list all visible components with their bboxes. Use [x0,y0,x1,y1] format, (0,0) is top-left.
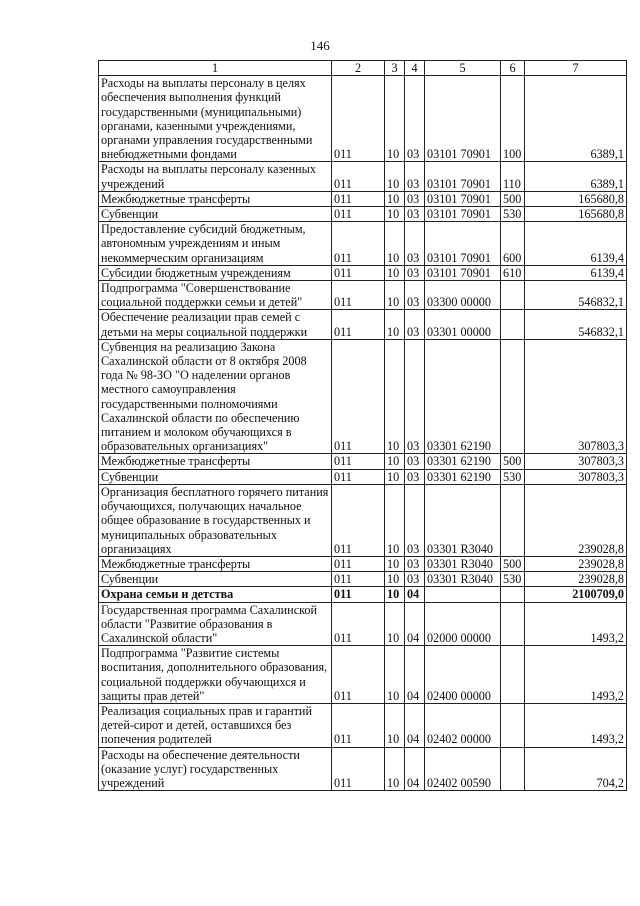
section-cell: 10 [385,310,405,339]
amount-cell: 307803,3 [525,469,627,484]
amount-cell: 6139,4 [525,265,627,280]
subsection-cell: 04 [405,602,425,646]
header-cell: 5 [425,61,501,76]
row-name-cell: Организация бесплатного горячего питания обучающихся, получающих начальное общее образование в государственных и муниципальных образовательных организациях [99,484,332,556]
row-name-cell: Подпрограмма "Совершенствование социальной поддержки семьи и детей" [99,281,332,310]
table-row [99,747,627,791]
expense-type-cell: 110 [501,162,525,191]
section-cell: 10 [385,339,405,454]
amount-cell: 6389,1 [525,162,627,191]
target-article-cell: 02402 00590 [425,747,501,791]
page-number: 146 [310,38,330,53]
expense-type-cell [501,747,525,791]
table-row [99,162,627,191]
row-name-cell: Государственная программа Сахалинской области "Развитие образования в Сахалинской области" [99,602,332,646]
table-row [99,207,627,222]
table-row [99,265,627,280]
section-cell: 10 [385,747,405,791]
code-cell: 011 [332,572,385,587]
code-cell: 011 [332,339,385,454]
code-cell: 011 [332,602,385,646]
target-article-cell: 03301 R3040 [425,556,501,571]
amount-cell: 239028,8 [525,556,627,571]
row-name-cell: Межбюджетные трансферты [99,191,332,206]
code-cell: 011 [332,191,385,206]
row-name-cell: Охрана семьи и детства [99,587,332,602]
subsection-cell: 03 [405,572,425,587]
subsection-cell: 03 [405,454,425,469]
section-cell: 10 [385,646,405,704]
target-article-cell: 03301 62190 [425,339,501,454]
amount-cell: 704,2 [525,747,627,791]
row-name-cell: Расходы на обеспечение деятельности (оказание услуг) государственных учреждений [99,747,332,791]
target-article-cell: 02402 00000 [425,703,501,747]
amount-cell: 546832,1 [525,310,627,339]
section-cell: 10 [385,162,405,191]
row-name-cell: Предоставление субсидий бюджетным, автономным учреждениям и иным некоммерческим организациям [99,222,332,266]
amount-cell: 1493,2 [525,646,627,704]
subsection-cell: 03 [405,222,425,266]
table-row [99,310,627,339]
expense-type-cell [501,646,525,704]
section-cell: 10 [385,281,405,310]
target-article-cell: 03301 R3040 [425,572,501,587]
subsection-cell: 03 [405,484,425,556]
code-cell: 011 [332,484,385,556]
section-cell: 10 [385,454,405,469]
amount-cell: 1493,2 [525,602,627,646]
section-cell: 10 [385,572,405,587]
row-name-cell: Реализация социальных прав и гарантий детей-сирот и детей, оставшихся без попечения родителей [99,703,332,747]
code-cell: 011 [332,556,385,571]
section-cell: 10 [385,265,405,280]
header-cell: 7 [525,61,627,76]
table-row [99,454,627,469]
expense-type-cell: 610 [501,265,525,280]
code-cell: 011 [332,454,385,469]
section-cell: 10 [385,587,405,602]
header-cell: 4 [405,61,425,76]
section-cell: 10 [385,191,405,206]
target-article-cell: 02000 00000 [425,602,501,646]
expense-type-cell [501,703,525,747]
subsection-cell: 03 [405,310,425,339]
amount-cell: 546832,1 [525,281,627,310]
target-article-cell: 03101 70901 [425,76,501,162]
row-name-cell: Расходы на выплаты персоналу казенных учреждений [99,162,332,191]
section-cell: 10 [385,469,405,484]
row-name-cell: Субвенции [99,207,332,222]
table-row [99,191,627,206]
row-name-cell: Субвенция на реализацию Закона Сахалинской области от 8 октября 2008 года № 98-ЗО "О наделении органов местного самоуправления государственными полномочиями Сахалинской области по обеспечению питанием и молоком обучающихся в образовательных организациях" [99,339,332,454]
amount-cell: 6389,1 [525,76,627,162]
row-name-cell: Субсидии бюджетным учреждениям [99,265,332,280]
amount-cell: 1493,2 [525,703,627,747]
expense-type-cell: 530 [501,572,525,587]
target-article-cell: 03301 62190 [425,454,501,469]
expense-type-cell [501,281,525,310]
target-article-cell: 03101 70901 [425,207,501,222]
subsection-cell: 04 [405,703,425,747]
code-cell: 011 [332,281,385,310]
table-row [99,222,627,266]
header-cell: 3 [385,61,405,76]
subsection-cell: 03 [405,469,425,484]
row-name-cell: Межбюджетные трансферты [99,556,332,571]
target-article-cell: 03101 70901 [425,191,501,206]
amount-cell: 165680,8 [525,207,627,222]
table-row [99,484,627,556]
table-row [99,469,627,484]
row-name-cell: Межбюджетные трансферты [99,454,332,469]
expense-type-cell [501,310,525,339]
expense-type-cell [501,484,525,556]
expense-type-cell [501,602,525,646]
subsection-cell: 03 [405,76,425,162]
table-row [99,602,627,646]
expense-type-cell: 530 [501,207,525,222]
table-row [99,556,627,571]
table-row [99,339,627,454]
subsection-cell: 03 [405,265,425,280]
expense-type-cell: 500 [501,191,525,206]
code-cell: 011 [332,703,385,747]
table-row [99,703,627,747]
expense-type-cell: 500 [501,556,525,571]
subsection-cell: 04 [405,646,425,704]
subsection-cell: 03 [405,281,425,310]
code-cell: 011 [332,76,385,162]
target-article-cell: 03300 00000 [425,281,501,310]
subsection-cell: 04 [405,747,425,791]
code-cell: 011 [332,747,385,791]
section-cell: 10 [385,484,405,556]
section-cell: 10 [385,222,405,266]
expense-type-cell: 600 [501,222,525,266]
row-name-cell: Субвенции [99,572,332,587]
target-article-cell: 03101 70901 [425,222,501,266]
subsection-cell: 03 [405,191,425,206]
target-article-cell: 03301 62190 [425,469,501,484]
target-article-cell: 03301 00000 [425,310,501,339]
expense-type-cell: 500 [501,454,525,469]
header-row [99,61,627,76]
row-name-cell: Подпрограмма "Развитие системы воспитания, дополнительного образования, социальной поддержки обучающихся и защиты прав детей" [99,646,332,704]
target-article-cell: 02400 00000 [425,646,501,704]
expense-type-cell [501,587,525,602]
subsection-cell: 03 [405,339,425,454]
expense-type-cell: 100 [501,76,525,162]
target-article-cell: 03101 70901 [425,162,501,191]
table-row [99,646,627,704]
row-name-cell: Обеспечение реализации прав семей с детьми на меры социальной поддержки [99,310,332,339]
table-row [99,76,627,162]
amount-cell: 165680,8 [525,191,627,206]
amount-cell: 2100709,0 [525,587,627,602]
code-cell: 011 [332,265,385,280]
code-cell: 011 [332,222,385,266]
table-row [99,587,627,602]
expense-type-cell [501,339,525,454]
target-article-cell: 03101 70901 [425,265,501,280]
section-cell: 10 [385,602,405,646]
target-article-cell: 03301 R3040 [425,484,501,556]
subsection-cell: 03 [405,162,425,191]
expense-type-cell: 530 [501,469,525,484]
subsection-cell: 04 [405,587,425,602]
target-article-cell [425,587,501,602]
code-cell: 011 [332,646,385,704]
section-cell: 10 [385,556,405,571]
code-cell: 011 [332,207,385,222]
budget-table [98,60,627,791]
amount-cell: 307803,3 [525,454,627,469]
row-name-cell: Субвенции [99,469,332,484]
header-cell: 1 [99,61,332,76]
section-cell: 10 [385,207,405,222]
amount-cell: 239028,8 [525,572,627,587]
header-cell: 2 [332,61,385,76]
code-cell: 011 [332,162,385,191]
subsection-cell: 03 [405,207,425,222]
subsection-cell: 03 [405,556,425,571]
table-row [99,281,627,310]
table-row [99,572,627,587]
header-cell: 6 [501,61,525,76]
section-cell: 10 [385,703,405,747]
code-cell: 011 [332,587,385,602]
code-cell: 011 [332,469,385,484]
amount-cell: 239028,8 [525,484,627,556]
code-cell: 011 [332,310,385,339]
amount-cell: 6139,4 [525,222,627,266]
section-cell: 10 [385,76,405,162]
amount-cell: 307803,3 [525,339,627,454]
row-name-cell: Расходы на выплаты персоналу в целях обеспечения выполнения функций государственными (муниципальными) органами, казенными учреждениями, органами управления государственными внебюджетными фондами [99,76,332,162]
